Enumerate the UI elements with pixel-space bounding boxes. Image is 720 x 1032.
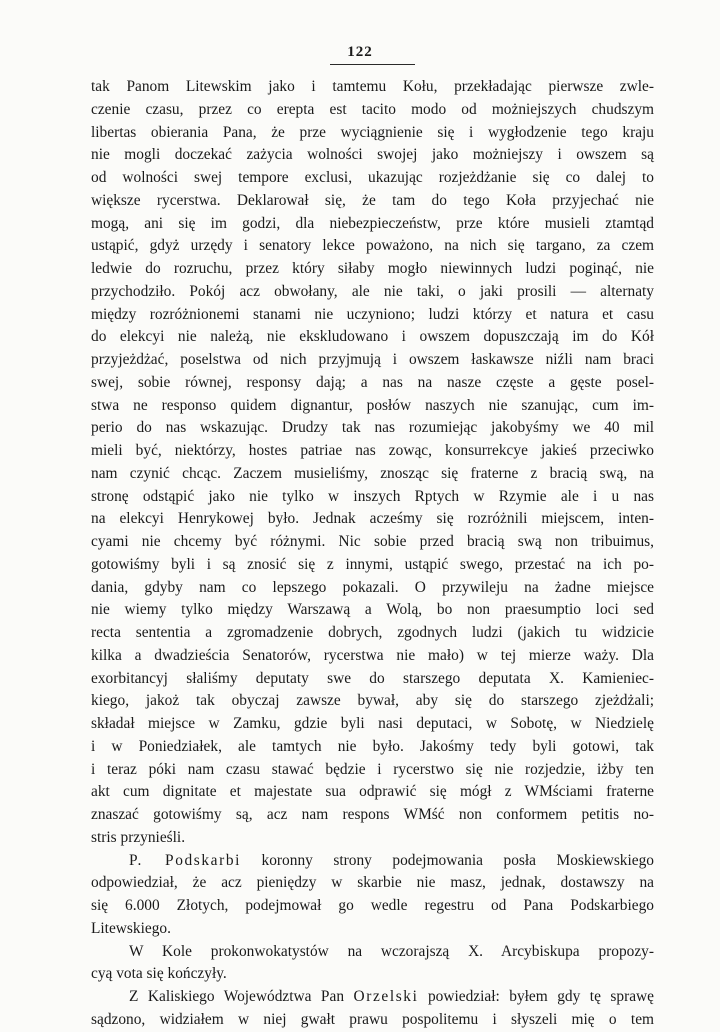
text-line: na elekcyi Henrykowej było. Jednak acześmy się rozróżnili miejscem, inten-	[91, 510, 654, 528]
text-line: między rozróżnionemi stanami nie uczyniono; ludzi którzy et natura et casu	[91, 305, 654, 323]
text-line: stwa ne responso quidem dignantur, posłów naszych nie szanując, cum im-	[91, 396, 654, 414]
line-text: koronny strony podejmowania posła Moskiewskiego	[241, 851, 655, 869]
text-line: akt cum dignitate et majestate sua odprawić się mógł z WMściami fraterne	[91, 783, 654, 801]
text-line: swej, sobie równej, responsy dają; a nas na nasze częste a gęste posel-	[91, 373, 654, 391]
speaker-name: Orzelski	[353, 988, 419, 1005]
text-line: gotowiśmy byli i są znosić się z innymi, ustąpić swego, przestać na ich po-	[91, 555, 654, 573]
text-line: exorbitancyj słaliśmy deputaty swe do starszego deputata X. Kamieniec-	[91, 669, 654, 687]
text-line: perio do nas wskazując. Drudzy tak nas rozumiejąc jakobyśmy we 40 mil	[91, 419, 654, 437]
page-number: 122	[347, 44, 373, 60]
text-line: czenie czasu, przez co erepta est tacito modo od możniejszych chudszym	[91, 100, 654, 118]
text-line: mogą, ani się im godzi, dla niebezpieczeństw, prze które musieli ztamtąd	[91, 214, 654, 232]
text-line: i teraz póki nam czasu stawać będzie i rycerstwo się nie rozjedzie, iżby ten	[91, 760, 654, 778]
paragraph-4	[91, 986, 654, 1032]
text-line: przyjeżdżać, poselstwa od nich przyjmują i owszem łaskawsze niźli nam braci	[91, 351, 654, 368]
text-line: W Kole prokonwokatystów na wczorajszą X. Arcybiskupa propozy-	[129, 942, 654, 960]
line-text: Z Kaliskiego Województwa Pan	[129, 988, 354, 1005]
line-text: powiedział: byłem gdy tę sprawę	[418, 988, 654, 1005]
text-line: sądzono, widziałem w niej gwałt prawu pospolitemu i słyszeli mię o tem	[91, 1010, 654, 1028]
text-line: cyą vota się kończyły.	[91, 965, 227, 983]
text-line: ustąpić, gdyż urzędy i senatory lekce poważono, na nich się targano, za czem	[91, 237, 654, 255]
text-line: stronę odstąpić jako nie tylko w inszych Rptych w Rzymie ale i u nas	[91, 487, 654, 505]
header-rule	[330, 64, 415, 65]
text-line: mieli być, niektórzy, hostes patriae nas zowąc, konsurrekcye jakieś przeciwko	[91, 442, 654, 459]
paragraph-1	[91, 76, 654, 850]
text-line	[91, 986, 654, 1009]
text-line: nie mogli doczekać zażycia wolności swojej jako możniejszy i owszem są	[91, 146, 654, 164]
text-line: i w Poniedziałek, ale tamtych nie było. Jakośmy tedy byli gotowi, tak	[91, 737, 654, 755]
text-line: się 6.000 Złotych, podejmował go wedle regestru od Pana Podskarbiego	[91, 897, 654, 914]
text-line: kilka a dwadzieścia Senatorów, rycerstwa nie mało) w tej mierze waży. Dla	[91, 646, 654, 664]
text-line: cyami nie chcemy być różnymi. Nic sobie przed bracią swą non tribuimus,	[91, 533, 654, 550]
text-line: recta sententia a zgromadzenie dobrych, zgodnych ludzi (jakich tu widzicie	[91, 624, 654, 641]
text-line: przychodziło. Pokój acz obwołany, ale nie taki, o jaki prosili — alternaty	[91, 282, 654, 300]
speaker-name: P. Podskarbi	[129, 851, 241, 869]
paragraph-3	[91, 941, 654, 987]
text-line: nam czynić chcąc. Zaczem musieliśmy, znosząc się fraterne z bracią swą, na	[91, 464, 654, 482]
text-line: ledwie do rozruchu, przez który siłaby mogło niewinnych ludzi poginąć, nie	[91, 260, 654, 277]
text-line	[91, 850, 654, 873]
text-line: większe rycerstwa. Deklarował się, że tam do tego Koła przyjechać nie	[91, 191, 654, 209]
text-line: znaszać gotowiśmy są, acz nam respons WMść non conformem petitis no-	[91, 806, 654, 823]
text-line: nie wiemy tylko między Warszawą a Wolą, bo non praesumptio loci sed	[91, 601, 654, 619]
body-text	[91, 76, 654, 1032]
text-line: tak Panom Litewskim jako i tamtemu Kołu, przekładając pierwsze zwle-	[91, 78, 654, 95]
text-line: dania, gdyby nam co lepszego pokazali. O przywileju na żadne miejsce	[91, 578, 654, 596]
text-line: składał miejsce w Zamku, gdzie byli nasi deputaci, w Sobotę, w Niedzielę	[91, 715, 654, 732]
text-line: Litewskiego.	[91, 919, 171, 937]
text-line: stris przynieśli.	[91, 828, 186, 846]
text-line: od wolności swej tempore exclusi, ukazując rozjeżdżanie się co dalej to	[91, 169, 654, 186]
paragraph-2	[91, 850, 654, 941]
text-line: kiego, jakoż tak obyczaj zawsze bywał, aby się do starszego zjeżdżali;	[91, 692, 654, 710]
text-line: do elekcyi nie należą, nie ekskludowano i owszem dopuszczają im do Kół	[91, 328, 654, 346]
text-line: odpowiedział, że acz pieniędzy w skarbie nie masz, jednak, dostawszy na	[91, 874, 654, 892]
text-line: libertas obierania Pana, że prze wyciągnienie się i wygłodzenie tego kraju	[91, 123, 654, 141]
